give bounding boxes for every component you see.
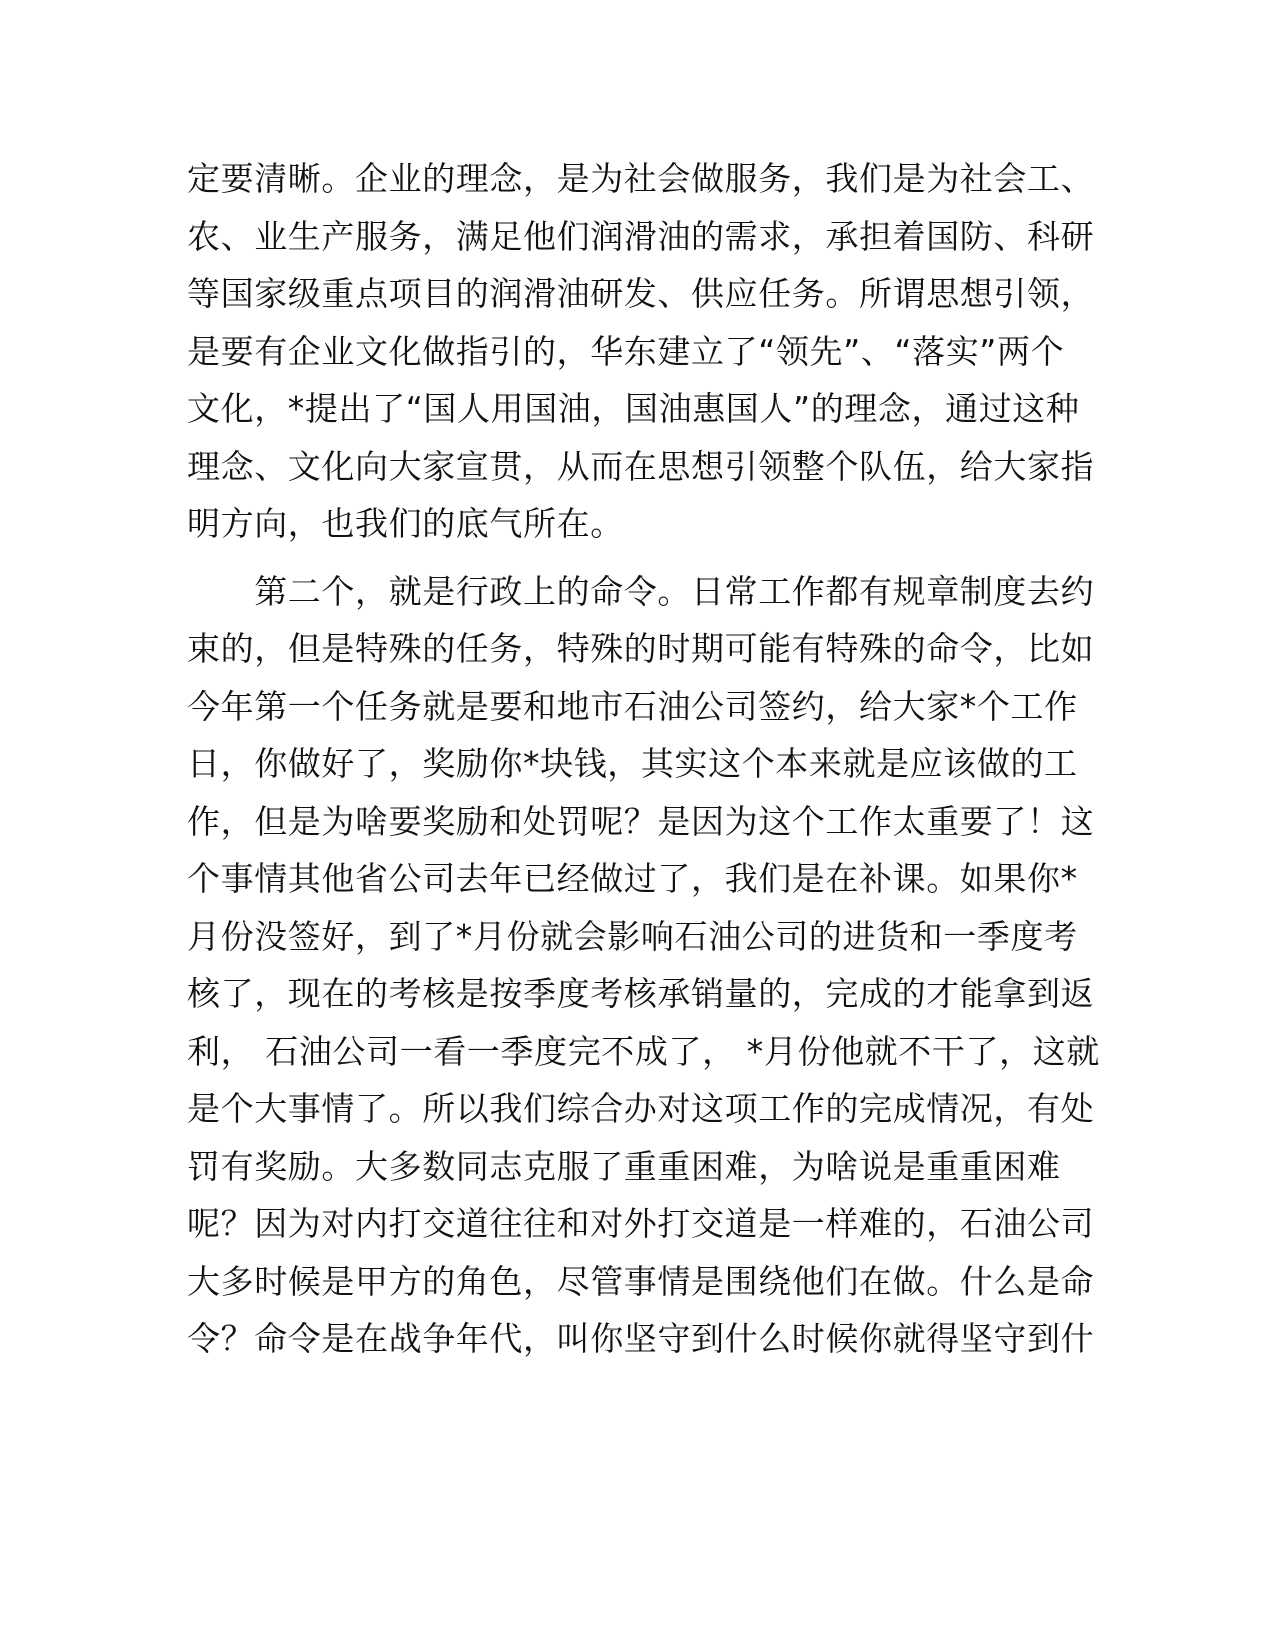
text-line: 大多时候是甲方的角色，尽管事情是围绕他们在做。什么是命 [187, 1261, 1095, 1301]
text-line: 月份没签好，到了*月份就会影响石油公司的进货和一季度考 [187, 916, 1078, 956]
text-line: 核了，现在的考核是按季度考核承销量的，完成的才能拿到返 [187, 974, 1095, 1013]
text-line: 定要清晰。企业的理念，是为社会做服务，我们是为社会工、 [187, 159, 1095, 198]
paragraph-2 [187, 563, 1100, 1368]
text-line: 文化，*提出了“国人用国油，国油惠国人”的理念，通过这种 [187, 389, 1080, 428]
text-line: 束的，但是特殊的任务，特殊的时期可能有特殊的命令，比如 [187, 629, 1095, 668]
text-line: 明方向，也我们的底气所在。 [187, 504, 624, 543]
text-line: 个事情其他省公司去年已经做过了，我们是在补课。如果你* [187, 859, 1078, 898]
text-line: 利， 石油公司一看一季度完不成了， *月份他就不干了，这就 [187, 1031, 1100, 1071]
text-line: 第二个，就是行政上的命令。日常工作都有规章制度去约 [187, 571, 1095, 611]
text-line: 等国家级重点项目的润滑油研发、供应任务。所谓思想引领， [187, 274, 1095, 313]
document-body [187, 150, 1100, 1368]
text-line: 是要有企业文化做指引的，华东建立了“领先”、“落实”两个 [187, 331, 1065, 371]
text-line: 作，但是为啥要奖励和处罚呢？是因为这个工作太重要了！这 [187, 801, 1095, 841]
text-line: 令？命令是在战争年代，叫你坚守到什么时候你就得坚守到什 [187, 1319, 1095, 1358]
paragraph-gap [187, 553, 1087, 563]
paragraph-1 [187, 150, 1095, 553]
text-line: 日，你做好了，奖励你*块钱，其实这个本来就是应该做的工 [187, 744, 1078, 783]
text-line: 今年第一个任务就是要和地市石油公司签约，给大家*个工作 [187, 686, 1078, 726]
text-line: 农、业生产服务，满足他们润滑油的需求，承担着国防、科研 [187, 216, 1095, 256]
text-line: 是个大事情了。所以我们综合办对这项工作的完成情况，有处 [187, 1089, 1095, 1128]
text-line: 罚有奖励。大多数同志克服了重重困难，为啥说是重重困难 [187, 1146, 1061, 1186]
text-line: 理念、文化向大家宣贯，从而在思想引领整个队伍，给大家指 [187, 446, 1095, 486]
text-line: 呢？因为对内打交道往往和对外打交道是一样难的，石油公司 [187, 1204, 1095, 1243]
